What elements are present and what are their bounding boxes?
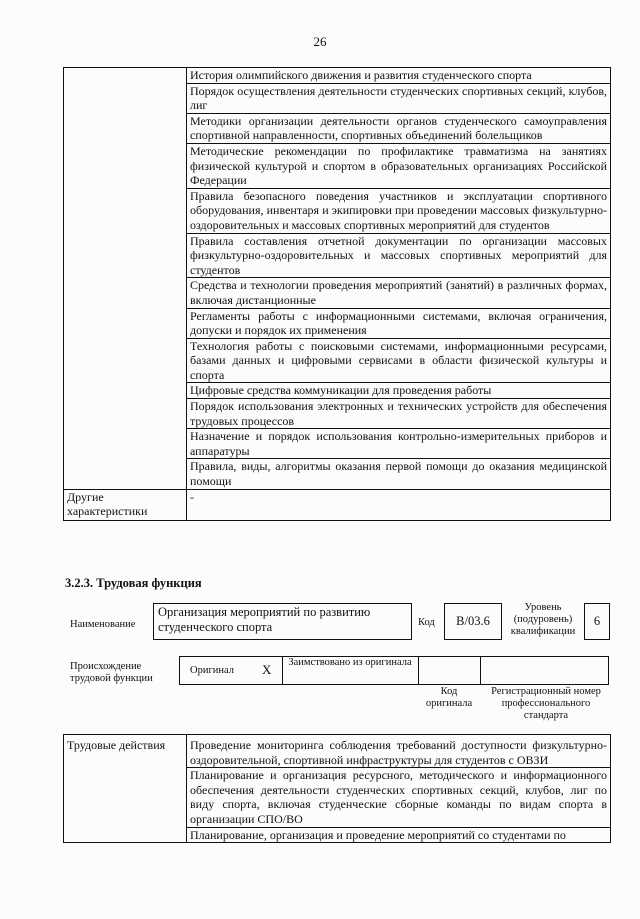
action-item: Планирование и организация ресурсного, методического и информационного обеспечения деятельности студенческих спортивных секций, клубов, лиг по виду спорта, включая студенческие сборные команды по видам спорта в организации СПО/ВО (187, 768, 611, 827)
code-label: Код (418, 617, 435, 628)
knowledge-item: Регламенты работы с информационными системами, включая ограничения, допуски и порядок их применения (187, 308, 611, 338)
knowledge-item: Методики организации деятельности органов студенческого самоуправления спортивной направленности, спортивных объединений болельщиков (187, 113, 611, 143)
action-item: Планирование, организация и проведение мероприятий со студентами по (187, 827, 611, 843)
original-mark: X (262, 662, 272, 677)
table-row (64, 68, 611, 84)
name-label: Наименование (70, 619, 136, 630)
table-row (64, 489, 611, 520)
knowledge-item: Цифровые средства коммуникации для проведения работы (187, 383, 611, 399)
knowledge-item: Порядок использования электронных и технических устройств для обеспечения трудовых процессов (187, 399, 611, 429)
divider (480, 656, 481, 685)
registration-number-label: Регистрационный номер профессионального стандарта (491, 686, 601, 721)
original-label: Оригинал (190, 665, 234, 676)
code-value-box: B/03.6 (444, 603, 502, 640)
knowledge-item: Правила, виды, алгоритмы оказания первой помощи до оказания медицинской помощи (187, 459, 611, 489)
knowledge-item: Назначение и порядок использования контрольно-измерительных приборов и аппаратуры (187, 429, 611, 459)
actions-table (63, 734, 611, 843)
other-characteristics-value: - (187, 489, 611, 520)
knowledge-item: Средства и технологии проведения мероприятий (занятий) в различных формах, включая дистанционные (187, 278, 611, 308)
action-item: Проведение мониторинга соблюдения требований доступности физкультурно-оздоровительной, спортивной инфраструктуры для студентов с ОВЗИ (187, 735, 611, 768)
knowledge-item: Правила безопасного поведения участников и эксплуатации спортивного оборудования, инвентаря и экипировки при проведении массовых физкультурно-оздоровительных и массовых спортивных мероприятий для студентов (187, 188, 611, 233)
function-name-box: Организация мероприятий по развитию студенческого спорта (153, 603, 412, 640)
knowledge-item: История олимпийского движения и развития студенческого спорта (187, 68, 611, 84)
other-characteristics-label: Другие характеристики (64, 489, 187, 520)
divider (282, 656, 283, 685)
knowledge-item: Правила составления отчетной документации по организации массовых физкультурно-оздоровительных и массовых спортивных мероприятий для студентов (187, 233, 611, 278)
borrowed-label: Заимствовано из оригинала (288, 657, 412, 668)
qualification-level-label: Уровень (подуровень) квалификации (510, 602, 576, 637)
knowledge-table (63, 67, 611, 521)
divider (418, 656, 419, 685)
knowledge-item: Методические рекомендации по профилактике травматизма на занятиях физической культурой и спортом в образовательных организациях Российской Федерации (187, 143, 611, 188)
table-row (64, 735, 611, 768)
qualification-level-box: 6 (584, 603, 610, 640)
page-number: 26 (313, 34, 327, 49)
knowledge-item: Технология работы с поисковыми системами, информационными ресурсами, базами данных и цифровыми сервисами в области физической культуры и спорта (187, 338, 611, 383)
original-code-label: Код оригинала (425, 686, 473, 709)
origin-label: Происхождение трудовой функции (70, 661, 153, 684)
label-cell (64, 68, 187, 490)
actions-label: Трудовые действия (64, 735, 187, 843)
section-title: 3.2.3. Трудовая функция (65, 576, 202, 590)
knowledge-item: Порядок осуществления деятельности студенческих спортивных секций, клубов, лиг (187, 83, 611, 113)
